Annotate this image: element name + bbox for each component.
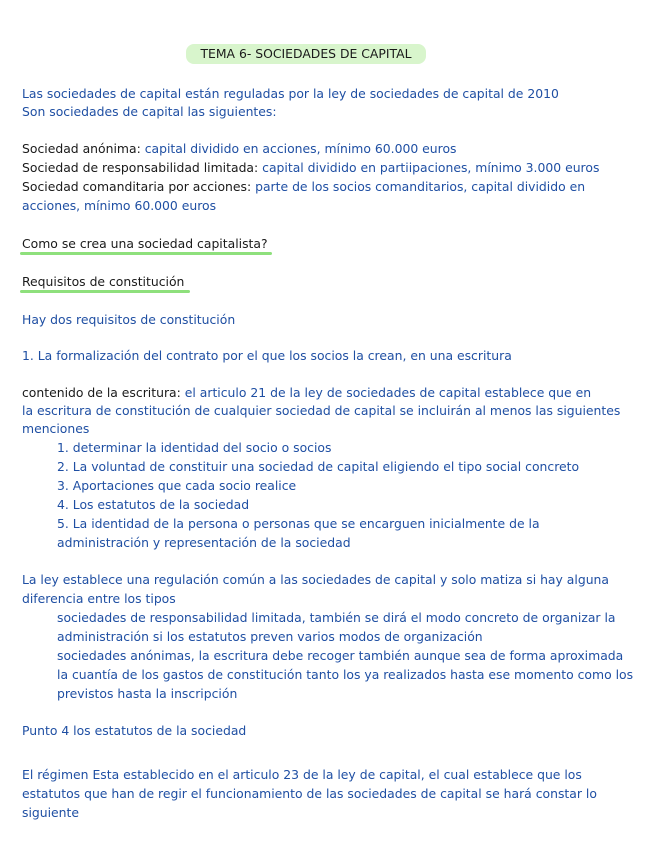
regulation-sa-2: la cuantía de los gastos de constitución tanto los ya realizados hasta ese momento como los (57, 667, 634, 682)
mention-item: 4. Los estatutos de la sociedad (57, 497, 250, 512)
type-sociedad-comanditaria (22, 178, 585, 196)
type-sociedad-anonima (22, 140, 457, 158)
regulation-line-1: La ley establece una regulación común a las sociedades de capital y solo matiza si hay alguna (22, 572, 609, 587)
type-label: Sociedad comanditaria por acciones: (22, 179, 252, 194)
regulation-line-2: diferencia entre los tipos (22, 591, 176, 606)
type-desc: capital dividido en acciones, mínimo 60.000 euros (140, 141, 457, 156)
requirement-1: 1. La formalización del contrato por el que los socios la crean, en una escritura (22, 348, 512, 363)
content-text: el articulo 21 de la ley de sociedades de capital establece que en (180, 385, 592, 400)
regimen-line-1: El régimen Esta establecido en el articulo 23 de la ley de capital, el cual establece que los (22, 767, 582, 782)
regulation-sa-3: previstos hasta la inscripción (57, 686, 238, 701)
punto-4-heading: Punto 4 los estatutos de la sociedad (22, 723, 247, 738)
heading-underline (20, 252, 272, 255)
content-line-3: menciones (22, 421, 90, 436)
type-label: Sociedad anónima: (22, 141, 141, 156)
intro-line-1: Las sociedades de capital están reguladas por la ley de sociedades de capital de 2010 (22, 86, 559, 101)
content-line-2: la escritura de constitución de cualquier sociedad de capital se incluirán al menos las siguientes (22, 403, 621, 418)
intro-line-2: Son sociedades de capital las siguientes: (22, 104, 277, 119)
regimen-line-3: siguiente (22, 805, 80, 820)
heading-creation: Como se crea una sociedad capitalista? (22, 236, 268, 251)
mention-item-continued: administración y representación de la sociedad (57, 535, 351, 550)
content-label: contenido de la escritura: (22, 385, 181, 400)
regimen-line-2: estatutos que han de regir el funcionamiento de las sociedades de capital se hará constar lo (22, 786, 597, 801)
type-sociedad-limitada (22, 159, 599, 177)
mention-item: 5. La identidad de la persona o personas que se encarguen inicialmente de la (57, 516, 540, 531)
heading-underline (20, 290, 190, 293)
mention-item: 2. La voluntad de constituir una sociedad de capital eligiendo el tipo social concreto (57, 459, 580, 474)
mention-item: 1. determinar la identidad del socio o socios (57, 440, 332, 455)
content-line-1 (22, 384, 591, 402)
regulation-sa-1: sociedades anónimas, la escritura debe recoger también aunque sea de forma aproximada (57, 648, 624, 663)
requirements-intro: Hay dos requisitos de constitución (22, 312, 236, 327)
heading-requirements: Requisitos de constitución (22, 274, 185, 289)
type-desc: capital dividido en partiipaciones, mínimo 3.000 euros (258, 160, 600, 175)
page-title: TEMA 6- SOCIEDADES DE CAPITAL (186, 44, 426, 64)
type-label: Sociedad de responsabilidad limitada: (22, 160, 259, 175)
type-desc-continued: acciones, mínimo 60.000 euros (22, 198, 217, 213)
mention-item: 3. Aportaciones que cada socio realice (57, 478, 297, 493)
regulation-srl-1: sociedades de responsabilidad limitada, también se dirá el modo concreto de organizar la (57, 610, 616, 625)
regulation-srl-2: administración si los estatutos preven varios modos de organización (57, 629, 483, 644)
type-desc: parte de los socios comanditarios, capital dividido en (251, 179, 586, 194)
